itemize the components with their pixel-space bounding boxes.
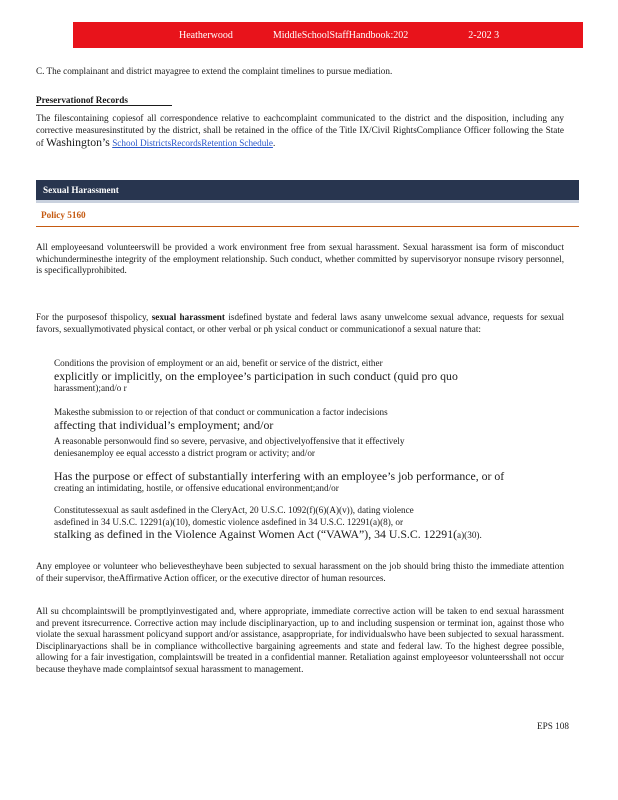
definition-bullet-5: Constitutessexual as sault asdefined in the CleryAct, 20 U.S.C. 1092(f)(6)(A)(v)), dating violence asdefined in 34 U.S.C. 12291(a)(10), domestic violence asdefined in 34 U.S.C. 12291(a)(8), or stalking as defined in the Violence Against Women Act (“VAWA”), 34 U.S.C. 12291(a)(30). — [54, 505, 482, 542]
retention-schedule-link[interactable]: School DistrictsRecordsRetention Schedule — [112, 138, 273, 149]
definition-bullet-3: A reasonable personwould find so severe, pervasive, and objectivelyoffensive that it effectively deniesanemploy ee equal accessto a district program or activity; and/or — [54, 436, 405, 458]
mediation-paragraph: C. The complainant and district mayagree to extend the complaint timelines to pursue mediation. — [36, 66, 393, 76]
defined-term: sexual harassment — [151, 312, 225, 322]
definition-bullet-2: Makesthe submission to or rejection of that conduct or communication a factor indecisions affecting that individual’s employment; and/or — [54, 407, 388, 432]
definition-paragraph: For the purposesof thispolicy, sexual harassment isdefined bystate and federal laws asany unwelcome sexual advance, requests for sexual favors, sexuallymotivated physical contact, or other verbal or ph ysical conduct or communicationof a sexual nature that: — [36, 312, 565, 334]
banner-year: 2-202 3 — [468, 29, 500, 41]
reporting-paragraph: Any employee or volunteer who believestheyhave been subjected to sexual harassment on the job should bring thisto the immediate attention of their supervisor, theAffirmative Action officer, or the executive director of human resources. — [36, 561, 564, 583]
header-banner — [73, 22, 583, 48]
records-heading: Preservationof Records — [36, 95, 172, 105]
definition-bullet-1: Conditions the provision of employment or an aid, benefit or service of the district, either explicitly or implicitly, on the employee’s participation in such conduct (quid pro quo harassment);and/o r — [54, 358, 458, 393]
section-title: Sexual Harassment — [43, 185, 119, 195]
banner-school: Heatherwood — [179, 29, 233, 41]
policy-divider — [36, 226, 579, 227]
investigation-paragraph: All su chcomplaintswill be promptlyinvestigated and, where appropriate, immediate corrective action will be taken to end sexual harassment and prevent itsrecurrence. Corrective action may include disciplinaryaction, up to and including suspension or terminat ion, against those who violate the sexual harassment policyand support and/or assistance, asappropriate, for individualswho have been subjected to sexual harassment. Disciplinaryactions shall be in compliance withcollective bargaining agreements and state and federal law. To the highest degree possible, allowing for a fair investigation, complaintswill be treated in a confidential manner. Retaliation against employeesor volunteersshall not occur because theyhave made complaintsof sexual harassment to management. — [36, 606, 564, 674]
environment-paragraph: All employeesand volunteerswill be provided a work environment free from sexual harassment. Sexual harassment isa form of misconduct whichunderminesthe integrity of the employment relationship. Such conduct, whether committed by supervisoryor nonsupe rvisory personnel, is specificallyprohibited. — [36, 242, 564, 276]
definition-bullet-4: Has the purpose or effect of substantially interfering with an employee’s job performance, or of creating an intimidating, hostile, or offensive educational environment;and/or — [54, 469, 505, 493]
state-name: Washington’s — [45, 135, 110, 150]
banner-title: MiddleSchoolStaffHandbook:202 — [272, 29, 409, 41]
policy-number: Policy 5160 — [41, 210, 86, 220]
records-paragraph: The filescontaining copiesof all correspondence relative to eachcomplaint communicated to the district and the disposition, including any corrective measuresinstituted by the district, shall be retained in the office of the Title IX/Civil RightsCompliance Officer following the State of Washington’s School DistrictsRecordsRetention Schedule. — [36, 113, 564, 150]
section-title-bar — [36, 180, 579, 203]
page-footer: EPS 108 — [537, 721, 569, 731]
